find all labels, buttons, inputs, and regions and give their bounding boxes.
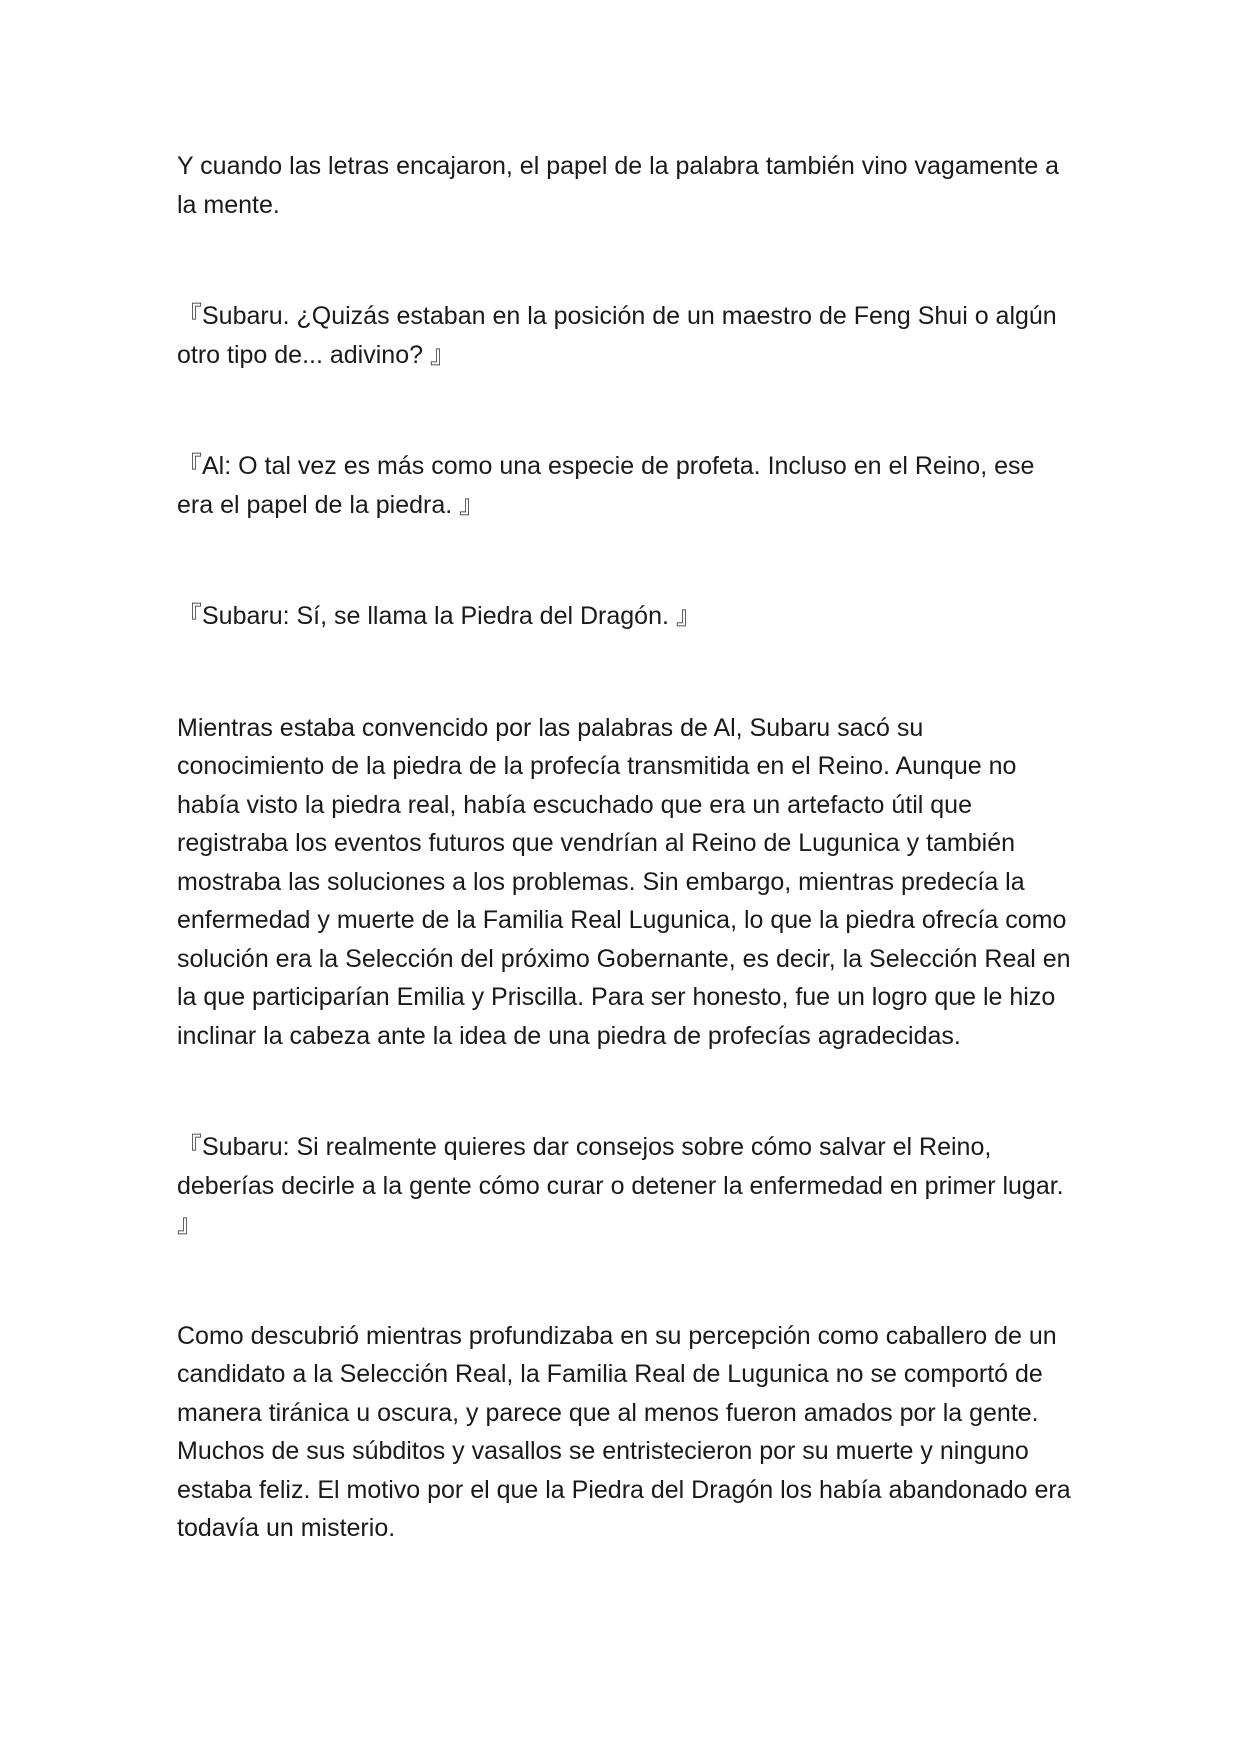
paragraph-dialogue-subaru-3: 『Subaru: Si realmente quieres dar consejos sobre cómo salvar el Reino, deberías decirle a la gente cómo curar o detener la enfermedad en primer lugar. 』: [177, 1133, 1064, 1238]
paragraph-dialogue-al-1: 『Al: O tal vez es más como una especie de profeta. Incluso en el Reino, ese era el papel de la piedra. 』: [177, 452, 1035, 519]
paragraph-dialogue-subaru-1: 『Subaru. ¿Quizás estaban en la posición de un maestro de Feng Shui o algún otro tipo de... adivino? 』: [177, 302, 1057, 369]
paragraph-narration-2: Mientras estaba convencido por las palabras de Al, Subaru sacó su conocimiento de la piedra de la profecía transmitida en el Reino. Aunque no había visto la piedra real, había escuchado que era un artefacto útil que registraba los eventos futuros que vendrían al Reino de Lugunica y también mostraba las soluciones a los problemas. Sin embargo, mientras predecía la enfermedad y muerte de la Familia Real Lugunica, lo que la piedra ofrecía como solución era la Selección del próximo Gobernante, es decir, la Selección Real en la que participarían Emilia y Priscilla. Para ser honesto, fue un logro que le hizo inclinar la cabeza ante la idea de una piedra de profecías agradecidas.: [177, 713, 1071, 1050]
paragraph-narration-1: Y cuando las letras encajaron, el papel de la palabra también vino vagamente a la mente.: [177, 152, 1060, 219]
paragraph-dialogue-subaru-2: 『Subaru: Sí, se llama la Piedra del Dragón. 』: [177, 602, 701, 630]
text-body: [177, 147, 1077, 1548]
paragraph-narration-3: Como descubrió mientras profundizaba en su percepción como caballero de un candidato a la Selección Real, la Familia Real de Lugunica no se comportó de manera tiránica u oscura, y parece que al menos fueron amados por la gente. Muchos de sus súbditos y vasallos se entristecieron por su muerte y ninguno estaba feliz. El motivo por el que la Piedra del Dragón los había abandonado era todavía un misterio.: [177, 1321, 1071, 1542]
